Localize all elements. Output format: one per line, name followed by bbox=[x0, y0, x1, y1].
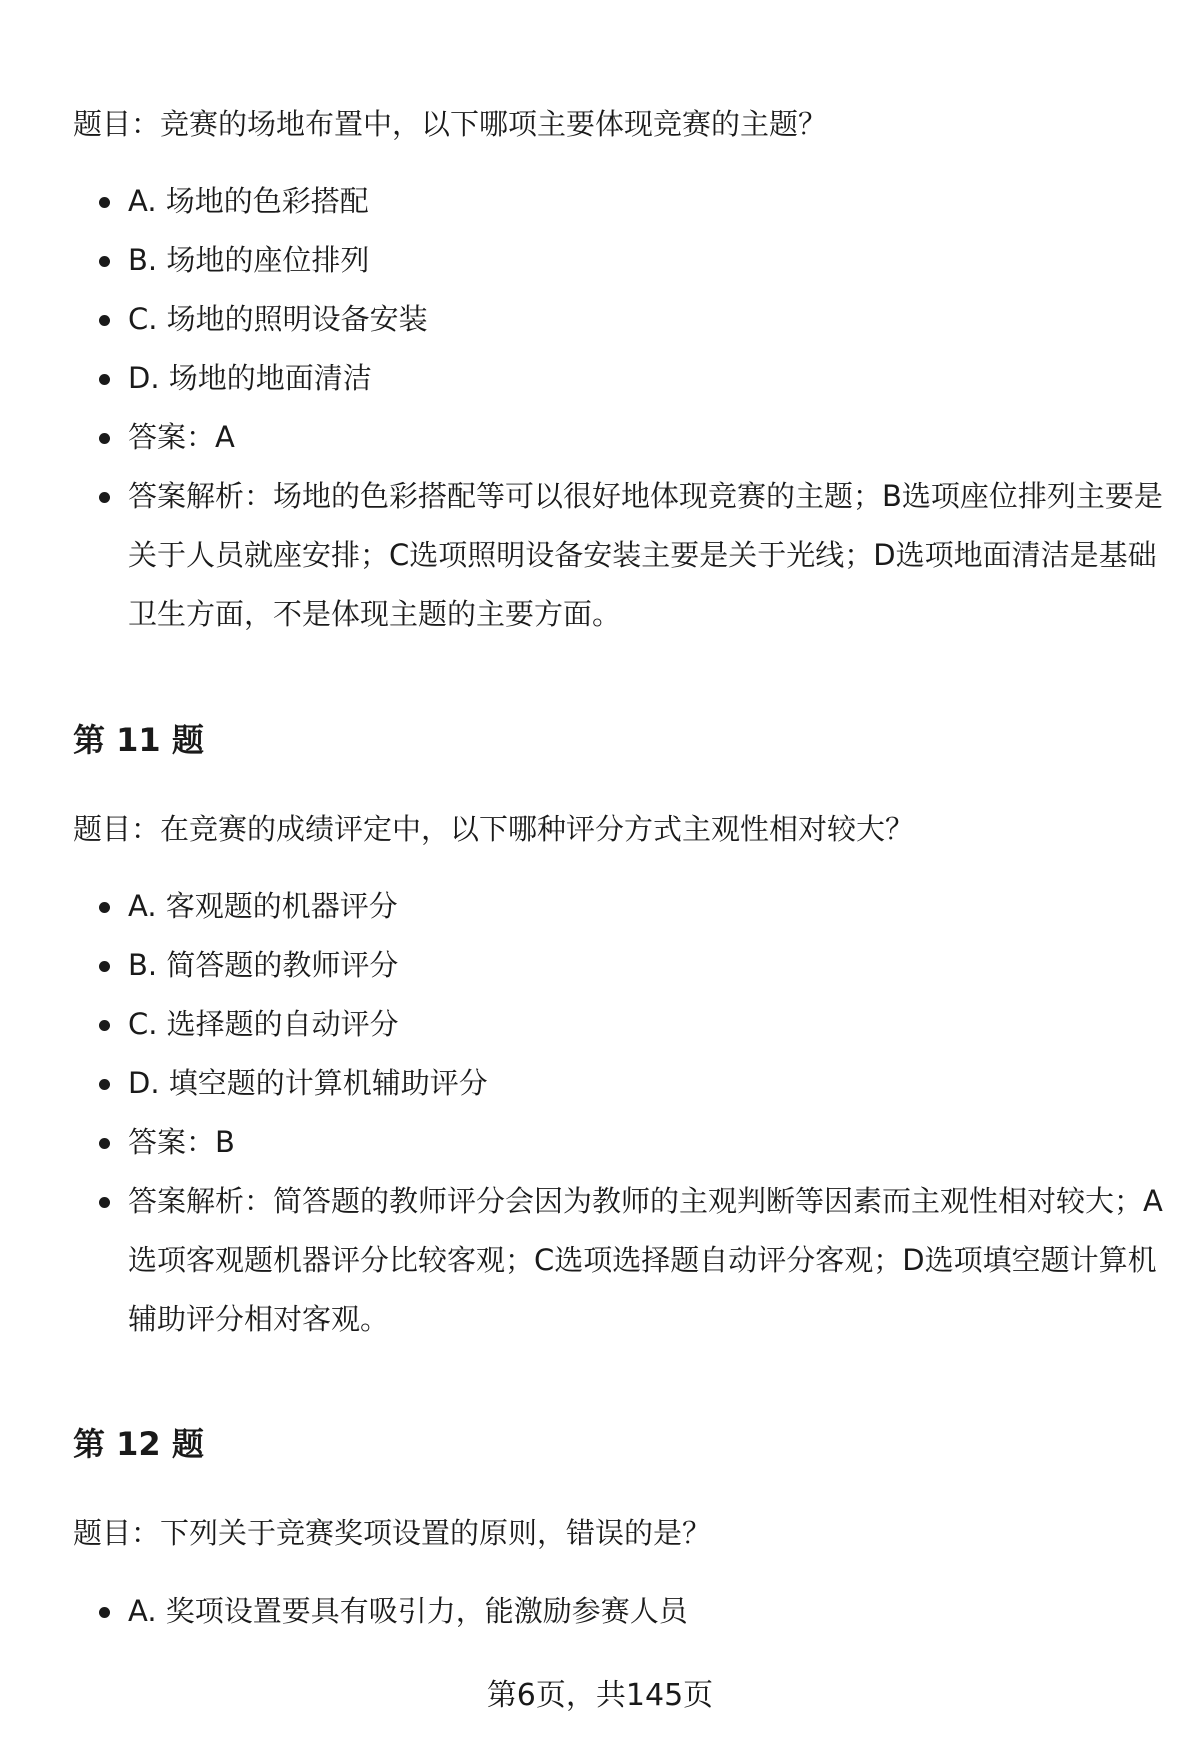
option-b: B. 简答题的教师评分 bbox=[73, 936, 1163, 995]
question-heading: 第 11 题 bbox=[73, 721, 204, 759]
question-11 bbox=[73, 809, 1163, 849]
option-list bbox=[73, 1582, 1163, 1641]
question-10 bbox=[73, 104, 1163, 144]
question-stem: 题目：竞赛的场地布置中，以下哪项主要体现竞赛的主题？ bbox=[73, 107, 828, 141]
option-d: D. 填空题的计算机辅助评分 bbox=[73, 1054, 1163, 1113]
option-a: A. 场地的色彩搭配 bbox=[73, 172, 1163, 231]
option-d: D. 场地的地面清洁 bbox=[73, 349, 1163, 408]
option-c: C. 场地的照明设备安装 bbox=[73, 290, 1163, 349]
question-heading: 第 12 题 bbox=[73, 1425, 204, 1463]
question-10-options bbox=[73, 172, 1163, 644]
question-12-heading-block bbox=[73, 1422, 1163, 1466]
option-c: C. 选择题的自动评分 bbox=[73, 995, 1163, 1054]
option-list bbox=[73, 877, 1163, 1349]
answer: 答案：A bbox=[73, 408, 1163, 467]
question-11-heading-block bbox=[73, 718, 1163, 762]
answer-explanation: 答案解析：场地的色彩搭配等可以很好地体现竞赛的主题；B选项座位排列主要是关于人员就座安排；C选项照明设备安装主要是关于光线；D选项地面清洁是基础卫生方面，不是体现主题的主要方面。 bbox=[73, 467, 1163, 644]
answer-explanation: 答案解析：简答题的教师评分会因为教师的主观判断等因素而主观性相对较大；A选项客观题机器评分比较客观；C选项选择题自动评分客观；D选项填空题计算机辅助评分相对客观。 bbox=[73, 1172, 1163, 1349]
option-b: B. 场地的座位排列 bbox=[73, 231, 1163, 290]
option-list bbox=[73, 172, 1163, 644]
question-12-options bbox=[73, 1582, 1163, 1641]
option-a: A. 奖项设置要具有吸引力，能激励参赛人员 bbox=[73, 1582, 1163, 1641]
question-stem: 题目：下列关于竞赛奖项设置的原则，错误的是？ bbox=[73, 1516, 712, 1550]
question-11-options bbox=[73, 877, 1163, 1349]
answer: 答案：B bbox=[73, 1113, 1163, 1172]
page-number: 第6页，共145页 bbox=[486, 1678, 714, 1713]
question-12 bbox=[73, 1513, 1163, 1553]
option-a: A. 客观题的机器评分 bbox=[73, 877, 1163, 936]
question-stem: 题目：在竞赛的成绩评定中，以下哪种评分方式主观性相对较大？ bbox=[73, 812, 915, 846]
